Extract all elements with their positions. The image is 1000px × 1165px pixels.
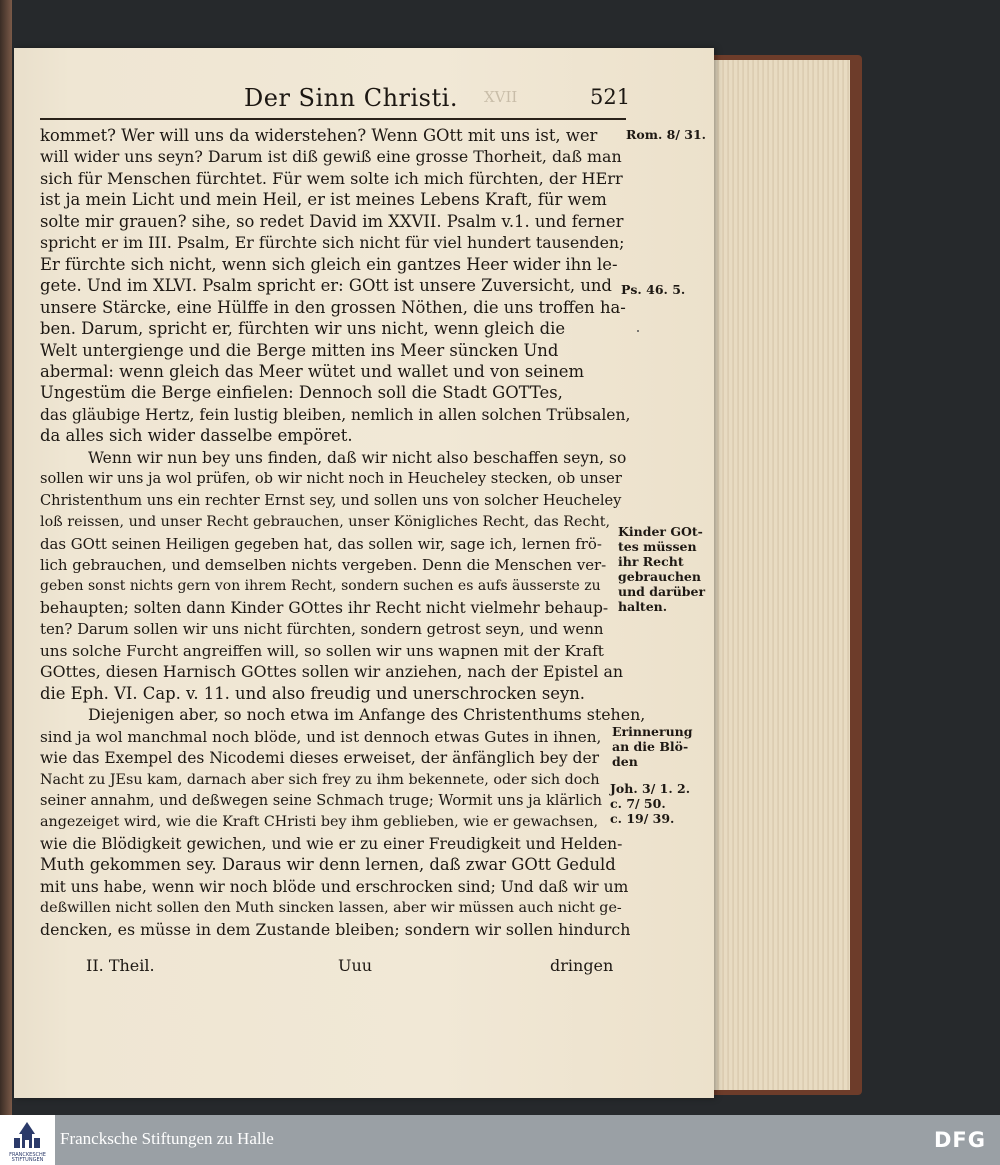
margin-note-joh xyxy=(610,781,690,826)
margin-note-line: Kinder GOt- xyxy=(618,524,703,539)
margin-note-kinder xyxy=(618,524,705,614)
text-line: will wider uns seyn? Darum ist diß gewiß eine grosse Thorheit, daß man xyxy=(40,147,622,167)
margin-note-line: ihr Recht xyxy=(618,554,684,569)
text-line: dencken, es müsse in dem Zustande bleiben; sondern wir sollen hindurch xyxy=(40,919,631,939)
text-line: abermal: wenn gleich das Meer wütet und wallet und von seinem xyxy=(40,361,585,381)
margin-note-line: an die Blö- xyxy=(612,739,689,754)
viewer-footer-bar xyxy=(0,1115,1000,1165)
text-line: sich für Menschen fürchtet. Für wem solte ich mich fürchten, der HErr xyxy=(40,168,623,188)
text-line: wie die Blödigkeit gewichen, und wie er zu einer Freudigkeit und Helden- xyxy=(40,834,623,853)
text-line: deßwillen nicht sollen den Muth sincken lassen, aber wir müssen auch nicht ge- xyxy=(40,900,622,917)
page-number: 521 xyxy=(590,85,631,109)
logo-caption: FRANCKESCHE STIFTUNGEN xyxy=(9,1152,46,1163)
francke-emblem-icon xyxy=(10,1120,44,1152)
ink-speck xyxy=(637,330,639,332)
text-line: Er fürchte sich nicht, wenn sich gleich ein gantzes Heer wider ihn le- xyxy=(40,254,618,274)
text-line: uns solche Furcht angreiffen will, so sollen wir uns wapnen mit der Kraft xyxy=(40,641,604,660)
margin-note-line: c. 19/ 39. xyxy=(610,811,675,826)
book-page xyxy=(14,48,714,1098)
text-line: Nacht zu JEsu kam, darnach aber sich frey zu ihm bekennete, oder sich doch xyxy=(40,771,600,788)
margin-note-psalm: Ps. 46. 5. xyxy=(621,282,686,297)
text-line: sind ja wol manchmal noch blöde, und ist dennoch etwas Gutes in ihnen, xyxy=(40,727,602,746)
text-line: Diejenigen aber, so noch etwa im Anfange des Christenthums stehen, xyxy=(88,705,646,725)
dfg-logo[interactable]: DFG xyxy=(934,1128,987,1152)
text-line: angezeiget wird, wie die Kraft CHristi bey ihm geblieben, wie er gewachsen, xyxy=(40,814,599,831)
text-line: unsere Stärcke, eine Hülffe in den grossen Nöthen, die uns troffen ha- xyxy=(40,297,626,317)
text-line: loß reissen, und unser Recht gebrauchen, unser Königliches Recht, das Recht, xyxy=(40,514,611,531)
margin-note-line: c. 7/ 50. xyxy=(610,796,666,811)
signature-mark: II. Theil. xyxy=(86,956,155,975)
text-line: kommet? Wer will uns da widerstehen? Wenn GOtt mit uns ist, wer xyxy=(40,126,598,145)
francke-logo[interactable] xyxy=(0,1115,55,1165)
margin-note-line: den xyxy=(612,754,638,769)
text-line: GOttes, diesen Harnisch GOttes sollen wir anziehen, nach der Epistel an xyxy=(40,662,624,682)
institution-name[interactable]: Francksche Stiftungen zu Halle xyxy=(60,1129,274,1148)
text-line: das gläubige Hertz, fein lustig bleiben, nemlich in allen solchen Trübsalen, xyxy=(40,405,631,424)
text-line: Welt untergienge und die Berge mitten ins Meer süncken Und xyxy=(40,340,559,360)
margin-note-line: gebrauchen xyxy=(618,569,701,584)
text-line: gete. Und im XLVI. Psalm spricht er: GOtt ist unsere Zuversicht, und xyxy=(40,276,612,296)
text-line: mit uns habe, wenn wir noch blöde und erschrocken sind; Und daß wir um xyxy=(40,877,629,896)
margin-note-line: und darüber xyxy=(618,584,706,599)
text-line: spricht er im III. Psalm, Er fürchte sich nicht für viel hundert tausenden; xyxy=(40,233,625,253)
text-line: Muth gekommen sey. Daraus wir denn lernen, daß zwar GOtt Geduld xyxy=(40,855,616,875)
text-line: Wenn wir nun bey uns finden, daß wir nicht also beschaffen seyn, so xyxy=(88,448,627,467)
text-line: sollen wir uns ja wol prüfen, ob wir nicht noch in Heucheley stecken, ob unser xyxy=(40,470,622,488)
text-line: ist ja mein Licht und mein Heil, er ist meines Lebens Kraft, für wem xyxy=(40,190,607,210)
text-line: ten? Darum sollen wir uns nicht fürchten, sondern getrost seyn, und wenn xyxy=(40,620,604,639)
catchword: dringen xyxy=(550,956,614,975)
text-line: da alles sich wider dasselbe empöret. xyxy=(40,426,353,446)
text-line: Christenthum uns ein rechter Ernst sey, und sollen uns von solcher Heucheley xyxy=(40,491,622,509)
text-line: ben. Darum, spricht er, fürchten wir uns nicht, wenn gleich die xyxy=(40,319,566,339)
bleed-through-text: XVII xyxy=(484,88,518,106)
adjacent-page-edge xyxy=(0,0,12,1115)
running-head: Der Sinn Christi. xyxy=(244,84,458,112)
gathering-mark: Uuu xyxy=(338,956,373,975)
margin-note-rom: Rom. 8/ 31. xyxy=(626,127,707,142)
text-line: solte mir grauen? sihe, so redet David im XXVII. Psalm v.1. und ferner xyxy=(40,211,624,231)
text-line: das GOtt seinen Heiligen gegeben hat, das sollen wir, sage ich, lernen frö- xyxy=(40,534,602,553)
margin-note-line: Joh. 3/ 1. 2. xyxy=(610,781,691,796)
text-line: behaupten; solten dann Kinder GOttes ihr Recht nicht vielmehr behaup- xyxy=(40,598,609,617)
text-line: seiner annahm, und deßwegen seine Schmach truge; Wormit uns ja klärlich xyxy=(40,791,603,809)
text-line: die Eph. VI. Cap. v. 11. und also freudig und unerschrocken seyn. xyxy=(40,683,585,703)
text-line: lich gebrauchen, und demselben nichts vergeben. Denn die Menschen ver- xyxy=(40,556,607,574)
header-rule xyxy=(40,118,626,120)
margin-note-erinnerung xyxy=(612,724,693,769)
text-line: wie das Exempel des Nicodemi dieses erweiset, der änfänglich bey der xyxy=(40,749,600,768)
margin-note-line: halten. xyxy=(618,599,668,614)
margin-note-line: tes müssen xyxy=(618,539,697,554)
text-line: geben sonst nichts gern von ihrem Recht, sondern suchen es aufs äusserste zu xyxy=(40,578,601,595)
margin-note-line: Erinnerung xyxy=(612,724,693,739)
text-line: Ungestüm die Berge einfielen: Dennoch soll die Stadt GOTTes, xyxy=(40,383,563,403)
